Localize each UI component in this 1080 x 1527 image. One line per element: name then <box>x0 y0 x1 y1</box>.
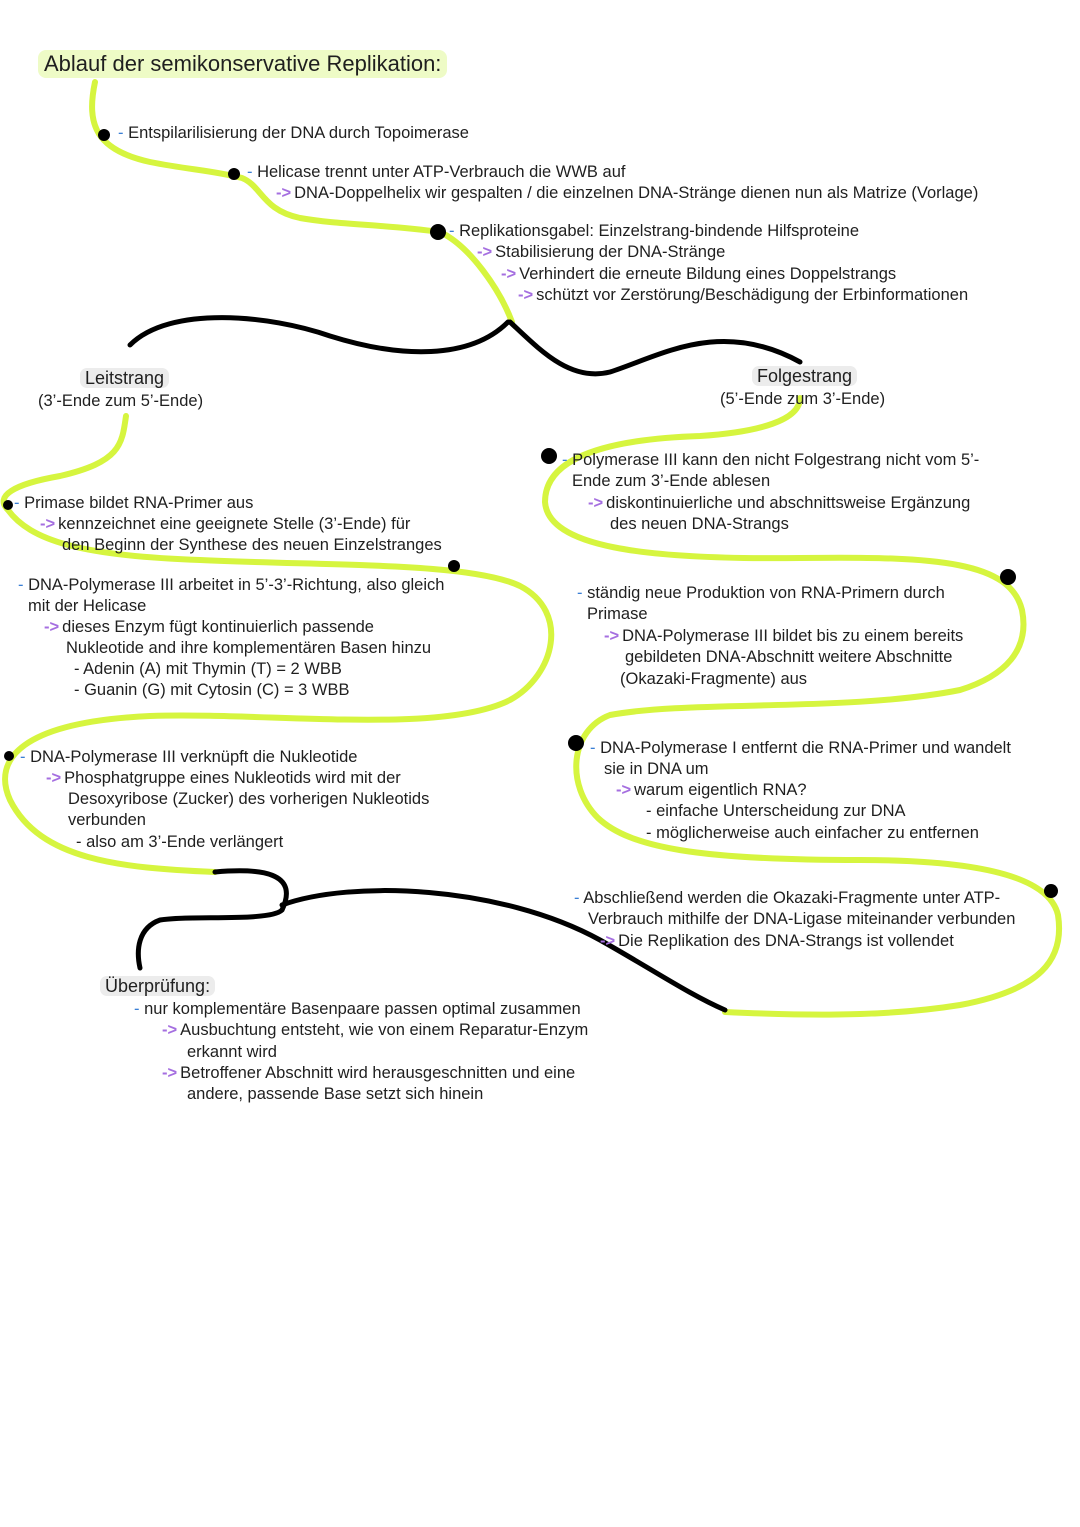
folge-pol3: - Polymerase III kann den nicht Folgestrang nicht vom 5’- <box>562 451 980 469</box>
check-label: Überprüfung: <box>100 976 215 998</box>
leit-link-sub: -> Phosphatgruppe eines Nukleotids wird mit der <box>46 769 401 787</box>
leit-pol3-cont: mit der Helicase <box>28 597 147 615</box>
leitstrang-label: Leitstrang <box>80 368 169 390</box>
folge-pol1-reason1: - einfache Unterscheidung zur DNA <box>646 802 906 820</box>
leit-primase-sub: -> kennzeichnet eine geeignete Stelle (3’-Ende) für <box>40 515 411 533</box>
folge-pol1-cont: sie in DNA um <box>604 760 709 778</box>
folge-pol1: - DNA-Polymerase I entfernt die RNA-Primer und wandelt <box>590 739 1011 757</box>
folge-ligase-cont: Verbrauch mithilfe der DNA-Ligase miteinander verbunden <box>588 910 1016 928</box>
leit-link-sub-cont1: Desoxyribose (Zucker) des vorherigen Nukleotids <box>68 790 430 808</box>
bullet-dot <box>1044 884 1058 898</box>
step-helicase-sub: -> DNA-Doppelhelix wir gespalten / die einzelnen DNA-Stränge dienen nun als Matrize (Vorlage) <box>276 184 979 202</box>
leit-pol3: - DNA-Polymerase III arbeitet in 5’-3’-Richtung, also gleich <box>18 576 445 594</box>
check-sub1-cont: erkannt wird <box>187 1043 277 1061</box>
bullet-dot <box>228 168 240 180</box>
folge-ligase-sub: -> Die Replikation des DNA-Strangs ist vollendet <box>600 932 954 950</box>
folge-pol1-reason2: - möglicherweise auch einfacher zu entfernen <box>646 824 979 842</box>
leit-pol3-sub-cont: Nukleotide and ihre komplementären Basen hinzu <box>66 639 432 657</box>
page-title: Ablauf der semikonservative Replikation: <box>38 50 447 78</box>
folge-primer-sub-cont1: gebildeten DNA-Abschnitt weitere Abschnitte <box>625 648 953 666</box>
leit-pol3-sub: -> dieses Enzym fügt kontinuierlich passende <box>44 618 374 636</box>
folge-primer: - ständig neue Produktion von RNA-Primern durch <box>577 584 945 602</box>
bullet-dot <box>430 224 446 240</box>
folge-pol3-cont: Ende zum 3’-Ende ablesen <box>572 472 771 490</box>
step-fork-sub3: -> schützt vor Zerstörung/Beschädigung der Erbinformationen <box>518 286 969 304</box>
leit-primase: - Primase bildet RNA-Primer aus <box>14 494 254 512</box>
folge-pol3-sub-cont: des neuen DNA-Strangs <box>610 515 789 533</box>
folge-pol3-sub: -> diskontinuierliche und abschnittsweise Ergänzung <box>588 494 971 512</box>
leitstrang-direction: (3’-Ende zum 5’-Ende) <box>38 392 204 410</box>
leit-link: - DNA-Polymerase III verknüpft die Nukleotide <box>20 748 358 766</box>
folge-ligase: - Abschließend werden die Okazaki-Fragmente unter ATP- <box>574 889 1001 907</box>
step-replication-fork: - Replikationsgabel: Einzelstrang-bindende Hilfsproteine <box>449 222 860 240</box>
step-fork-sub2: -> Verhindert die erneute Bildung eines Doppelstrangs <box>501 265 897 283</box>
leit-pol3-gc: - Guanin (G) mit Cytosin (C) = 3 WBB <box>74 681 350 699</box>
step-topoisomerase: - Entspilarilisierung der DNA durch Topoimerase <box>118 124 469 142</box>
leit-link-sub-cont2: verbunden <box>68 811 146 829</box>
bullet-dot <box>1000 569 1016 585</box>
check-sub2-cont: andere, passende Base setzt sich hinein <box>187 1085 484 1103</box>
helix-left <box>130 318 508 352</box>
bullet-dot <box>568 735 584 751</box>
step-fork-sub1: -> Stabilisierung der DNA-Stränge <box>477 243 726 261</box>
step-helicase: - Helicase trennt unter ATP-Verbrauch die WWB auf <box>247 163 626 181</box>
folge-primer-sub: -> DNA-Polymerase III bildet bis zu einem bereits <box>604 627 964 645</box>
check-sub1: -> Ausbuchtung entsteht, wie von einem Reparatur-Enzym <box>162 1021 589 1039</box>
check-main: - nur komplementäre Basenpaare passen optimal zusammen <box>134 1000 581 1018</box>
bullet-dot <box>541 448 557 464</box>
leit-primase-sub-cont: den Beginn der Synthese des neuen Einzelstranges <box>62 536 442 554</box>
folge-primer-cont: Primase <box>587 605 648 623</box>
folge-primer-sub-cont2: (Okazaki-Fragmente) aus <box>620 670 808 688</box>
folgestrang-label: Folgestrang <box>752 366 857 388</box>
bullet-dot <box>3 500 13 510</box>
bullet-dot <box>4 751 14 761</box>
leit-pol3-at: - Adenin (A) mit Thymin (T) = 2 WBB <box>74 660 342 678</box>
check-sub2: -> Betroffener Abschnitt wird herausgeschnitten und eine <box>162 1064 576 1082</box>
bullet-dot <box>98 129 110 141</box>
folge-pol1-sub: -> warum eigentlich RNA? <box>616 781 807 799</box>
bullet-dot <box>448 560 460 572</box>
folgestrang-direction: (5’-Ende zum 3’-Ende) <box>720 390 886 408</box>
leit-link-3end: - also am 3’-Ende verlängert <box>76 833 284 851</box>
